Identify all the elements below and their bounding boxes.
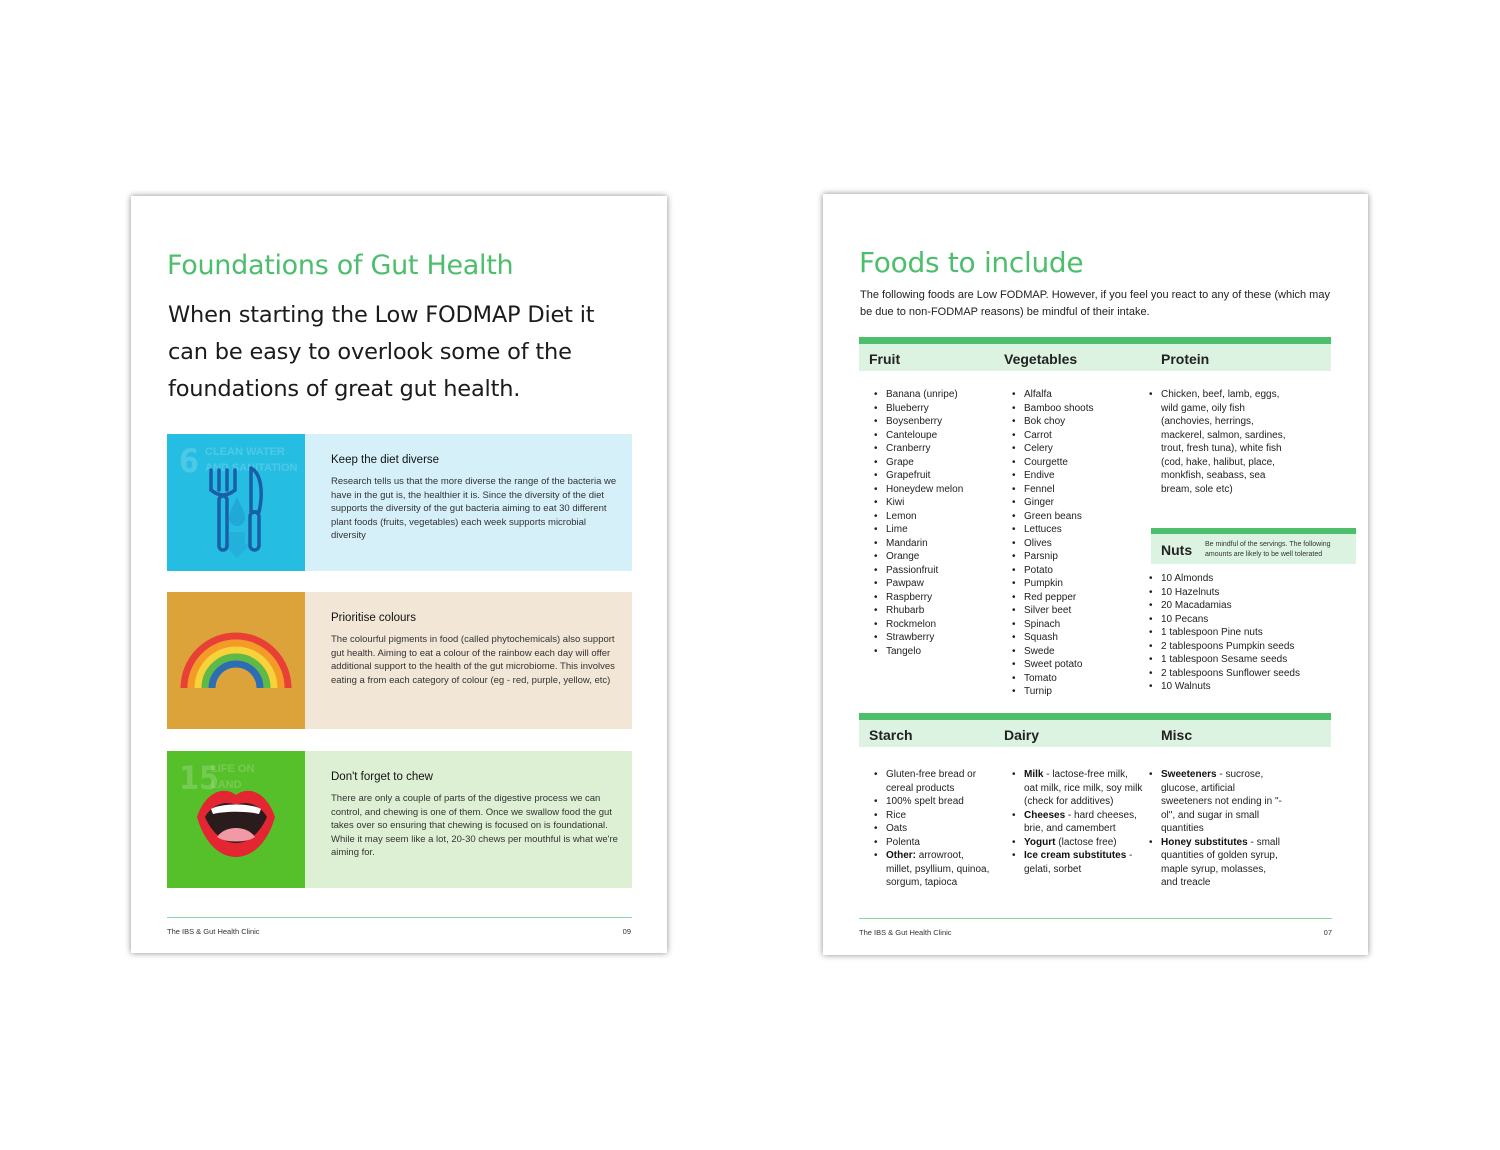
- list-item: • Bok choy: [1010, 415, 1150, 429]
- page-title: Foundations of Gut Health: [167, 250, 514, 281]
- card-prioritise-colours: [167, 592, 632, 729]
- list-item: • Courgette: [1010, 456, 1150, 470]
- list-item: • Polenta: [872, 836, 990, 850]
- column-head-starch: Starch: [869, 727, 913, 743]
- item-label: Honey substitutes: [1161, 836, 1248, 848]
- list-item: • Mandarin: [872, 537, 1002, 551]
- item-label: Sweeteners: [1161, 769, 1217, 780]
- column-head-fruit: Fruit: [869, 351, 901, 367]
- card-icon-tile: [167, 751, 305, 888]
- card-icon-tile: [167, 434, 305, 571]
- list-item: • Rockmelon: [872, 618, 1002, 632]
- page-foods-to-include: [823, 194, 1368, 955]
- nuts-heading: Nuts: [1161, 542, 1193, 558]
- list-item: • Swede: [1010, 645, 1150, 659]
- badge-label: LIFE ON LAND: [211, 763, 255, 791]
- item-text: - gelati, sorbet: [1024, 850, 1133, 875]
- card-body: Research tells us that the more diverse the range of the bacteria we have in the gut is, the healthier it is. Since the diversity of the diet supports the diversity of the gut bacteria aiming to eat 30 different plant foods (fruits, vegetables) each week supports microbial diversity: [331, 476, 617, 541]
- list-item: • Squash: [1010, 631, 1150, 645]
- nuts-header-band: [1151, 534, 1356, 564]
- card-body: There are only a couple of parts of the digestive process we can control, and chewing is one of them. Once we swallow food the gut takes over so ensuring that chewing is focused on is foundational. While it may seem like a lot, 20-30 chews per mouthful is what we're aiming for.: [331, 793, 618, 858]
- badge-number: 6: [179, 442, 200, 480]
- rainbow-icon: [167, 592, 305, 729]
- list-item: [1010, 809, 1144, 836]
- nuts-list: [1147, 572, 1347, 694]
- lead-paragraph: When starting the Low FODMAP Diet it can be easy to overlook some of the foundations of great gut health.: [168, 302, 595, 402]
- list-item: • Boysenberry: [872, 415, 1002, 429]
- list-item: • 10 Hazelnuts: [1147, 586, 1347, 600]
- list-item: • Silver beet: [1010, 604, 1150, 618]
- list-item: [1147, 768, 1282, 836]
- column-head-dairy: Dairy: [1004, 727, 1040, 743]
- list-item: • Strawberry: [872, 631, 1002, 645]
- list-item: • 1 tablespoon Sesame seeds: [1147, 653, 1347, 667]
- card-heading: Prioritise colours: [331, 612, 416, 624]
- list-item: • Pumpkin: [1010, 577, 1150, 591]
- list-item: • Fennel: [1010, 483, 1150, 497]
- list-item: • Lettuces: [1010, 523, 1150, 537]
- list-item: • Oats: [872, 822, 990, 836]
- column-head-vegetables: Vegetables: [1004, 351, 1078, 367]
- card-keep-diet-diverse: [167, 434, 632, 571]
- list-item: • Ginger: [1010, 496, 1150, 510]
- list-item: • 10 Pecans: [1147, 613, 1347, 627]
- list-item: • Lemon: [872, 510, 1002, 524]
- list-item: • Parsnip: [1010, 550, 1150, 564]
- list-item: [1147, 836, 1282, 890]
- list-item: • Olives: [1010, 537, 1150, 551]
- list-item: • Grape: [872, 456, 1002, 470]
- list-item: • Raspberry: [872, 591, 1002, 605]
- badge-number: 15: [179, 759, 220, 797]
- item-label: Yogurt: [1024, 836, 1056, 848]
- list-item: • Chicken, beef, lamb, eggs, wild game, oily fish (anchovies, herrings, mackerel, salmon, sardines, trout, fresh tuna), white fish (cod, hake, halibut, place, monkfish, seabass, sea bream, sole etc): [1147, 388, 1292, 496]
- list-item: • Celery: [1010, 442, 1150, 456]
- card-body: The colourful pigments in food (called phytochemicals) also support gut health. Aiming to eat a colour of the rainbow each day will offer additional support to the health of the gut microbiome. This involves eating a from each category of colour (eg - red, purple, yellow, etc): [331, 634, 615, 686]
- list-item: • Pawpaw: [872, 577, 1002, 591]
- list-item: • Spinach: [1010, 618, 1150, 632]
- list-item: • Canteloupe: [872, 429, 1002, 443]
- list-item: • Gluten-free bread or cereal products: [872, 768, 990, 795]
- list-item: • Endive: [1010, 469, 1150, 483]
- column-head-protein: Protein: [1161, 351, 1210, 367]
- list-item: • 2 tablespoons Sunflower seeds: [1147, 667, 1347, 681]
- list-item: [872, 849, 990, 890]
- list-item: • Blueberry: [872, 402, 1002, 416]
- item-text: (lactose free): [1055, 836, 1117, 848]
- list-item: • Lime: [872, 523, 1002, 537]
- list-item: • 10 Almonds: [1147, 572, 1347, 586]
- list-item: [1010, 849, 1144, 876]
- vegetables-list: [1010, 388, 1150, 699]
- item-text: - lactose-free milk, oat milk, rice milk, soy milk (check for additives): [1024, 769, 1143, 807]
- item-text: - small quantities of golden syrup, maple syrup, molasses, and treacle: [1161, 836, 1280, 888]
- card-icon-tile: [167, 592, 305, 729]
- misc-list: [1147, 768, 1282, 890]
- intro-paragraph: The following foods are Low FODMAP. However, if you feel you react to any of these (which may be due to non-FODMAP reasons) be mindful of their intake.: [860, 289, 1330, 318]
- item-text: arrowroot, millet, psyllium, quinoa, sorgum, tapioca: [886, 850, 990, 888]
- nuts-note: Be mindful of the servings. The following amounts are likely to be well tolerated: [1205, 541, 1331, 558]
- list-item: • Grapefruit: [872, 469, 1002, 483]
- footer-divider: [859, 918, 1332, 919]
- fork-knife-icon: [167, 434, 305, 571]
- item-label: Other:: [886, 850, 916, 861]
- mouth-icon: [167, 751, 305, 888]
- list-item: • Banana (unripe): [872, 388, 1002, 402]
- footer-divider: [167, 917, 632, 918]
- card-heading: Don't forget to chew: [331, 771, 433, 783]
- list-item: • Bamboo shoots: [1010, 402, 1150, 416]
- table-top-rule: [859, 337, 1331, 344]
- list-item: • Turnip: [1010, 685, 1150, 699]
- table-header-band: [859, 344, 1331, 371]
- table-header-band: [859, 720, 1331, 747]
- list-item: • Tomato: [1010, 672, 1150, 686]
- list-item: • Tangelo: [872, 645, 1002, 659]
- item-text: - sucrose, glucose, artificial sweeteners not ending in "-ol", and sugar in small quantities: [1161, 769, 1282, 834]
- list-item: • Cranberry: [872, 442, 1002, 456]
- list-item: • Sweet potato: [1010, 658, 1150, 672]
- page-foundations-of-gut-health: [131, 196, 667, 953]
- list-item: [1010, 836, 1144, 850]
- item-label: Cheeses: [1024, 809, 1066, 821]
- footer-clinic-name: The IBS & Gut Health Clinic: [859, 928, 952, 937]
- list-item: • 100% spelt bread: [872, 795, 990, 809]
- list-item: • Carrot: [1010, 429, 1150, 443]
- footer-clinic-name: The IBS & Gut Health Clinic: [167, 927, 260, 936]
- list-item: • Red pepper: [1010, 591, 1150, 605]
- list-item: • 10 Walnuts: [1147, 680, 1347, 694]
- table-top-rule: [859, 713, 1331, 720]
- card-heading: Keep the diet diverse: [331, 454, 440, 466]
- item-label: Milk: [1024, 769, 1044, 780]
- list-item: • Honeydew melon: [872, 483, 1002, 497]
- list-item: • Green beans: [1010, 510, 1150, 524]
- item-text: - hard cheeses, brie, and camembert: [1024, 809, 1137, 834]
- dairy-list: [1010, 768, 1144, 876]
- card-dont-forget-to-chew: [167, 751, 632, 888]
- column-head-misc: Misc: [1161, 727, 1193, 743]
- page-title: Foods to include: [859, 246, 1084, 279]
- list-item: • Passionfruit: [872, 564, 1002, 578]
- list-item: [1010, 768, 1144, 809]
- list-item: • 20 Macadamias: [1147, 599, 1347, 613]
- list-item: • Potato: [1010, 564, 1150, 578]
- protein-list: [1147, 388, 1292, 496]
- starch-list: [872, 768, 990, 890]
- list-item: • Rhubarb: [872, 604, 1002, 618]
- item-label: Ice cream substitutes: [1024, 850, 1127, 861]
- badge-label: CLEAN WATER AND SANITATION: [205, 446, 298, 474]
- list-item: • Alfalfa: [1010, 388, 1150, 402]
- list-item: • 2 tablespoons Pumpkin seeds: [1147, 640, 1347, 654]
- fruit-list: [872, 388, 1002, 658]
- page-number: 07: [1323, 928, 1332, 937]
- list-item: • Orange: [872, 550, 1002, 564]
- list-item: • Rice: [872, 809, 990, 823]
- list-item: • 1 tablespoon Pine nuts: [1147, 626, 1347, 640]
- page-number: 09: [622, 927, 631, 936]
- list-item: • Kiwi: [872, 496, 1002, 510]
